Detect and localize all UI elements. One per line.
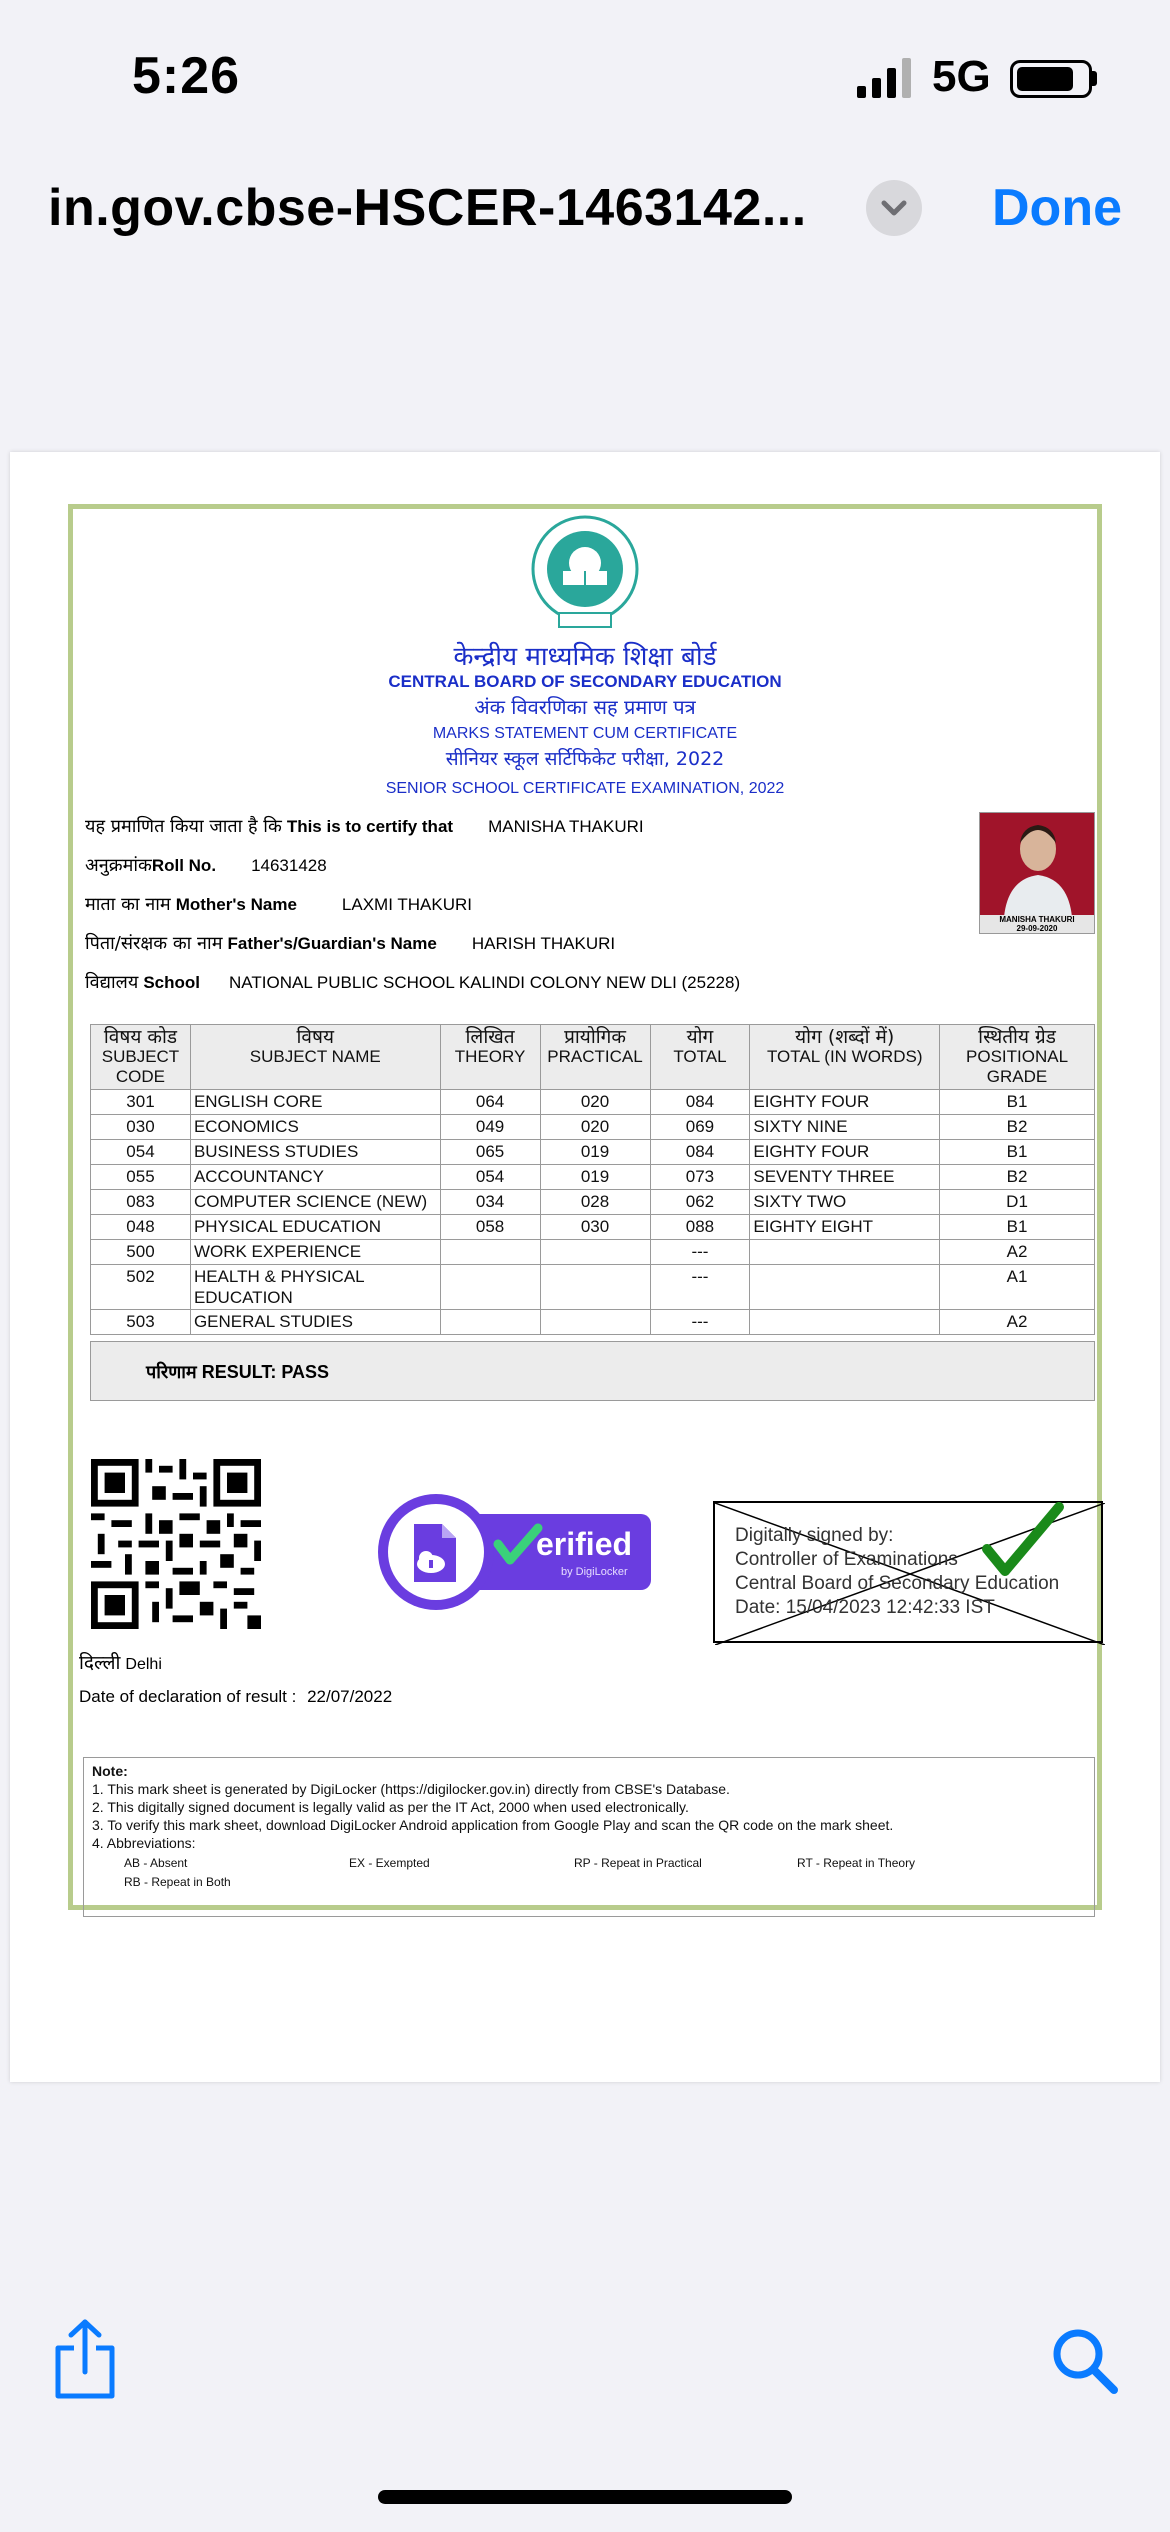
signature-valid-check-icon xyxy=(977,1501,1067,1581)
exam-name-hindi: सीनियर स्कूल सर्टिफिकेट परीक्षा, 2022 xyxy=(445,748,725,770)
table-row: 048 PHYSICAL EDUCATION 058 030 088 EIGHTY EIGHT B1 xyxy=(91,1215,1095,1240)
notes-box xyxy=(83,1757,1095,1917)
digital-signature-box[interactable] xyxy=(713,1501,1103,1643)
verified-digilocker-badge xyxy=(376,1494,656,1614)
column-header-total-words: योग (शब्दों में) TOTAL (IN WORDS) xyxy=(750,1025,940,1090)
signature-line-2: Controller of Examinations xyxy=(735,1549,958,1570)
signature-line-4: Date: 15/04/2023 12:42:33 IST xyxy=(735,1597,995,1618)
cellular-signal-icon xyxy=(855,58,915,98)
photo-caption-name: MANISHA THAKURI xyxy=(999,915,1075,924)
signature-line-1: Digitally signed by: xyxy=(735,1525,894,1546)
roll-number: 14631428 xyxy=(251,856,327,875)
place: दिल्ली Delhi xyxy=(79,1652,162,1674)
table-row: 030 ECONOMICS 049 020 069 SIXTY NINE B2 xyxy=(91,1115,1095,1140)
abbreviation-item: AB - Absent xyxy=(124,1856,188,1870)
abbreviation-item: EX - Exempted xyxy=(349,1856,430,1870)
declaration-date-row: Date of declaration of result : 22/07/2022 xyxy=(79,1687,393,1706)
document-page[interactable] xyxy=(10,452,1160,2082)
share-icon[interactable] xyxy=(52,2318,118,2400)
table-row: 503 GENERAL STUDIES --- A2 xyxy=(91,1310,1095,1335)
school-name: NATIONAL PUBLIC SCHOOL KALINDI COLONY NEW DLI (25228) xyxy=(229,973,741,992)
result-box xyxy=(90,1341,1095,1401)
marks-table xyxy=(90,1024,1095,1335)
status-time: 5:26 xyxy=(132,47,241,105)
column-header-subject-name: विषय SUBJECT NAME xyxy=(190,1025,440,1090)
document-type-english: MARKS STATEMENT CUM CERTIFICATE xyxy=(432,725,738,742)
note-item: 4. Abbreviations: xyxy=(92,1835,196,1851)
certify-row: यह प्रमाणित किया जाता है कि This is to certify that MANISHA THAKURI xyxy=(85,816,644,837)
abbreviation-item: RB - Repeat in Both xyxy=(124,1875,231,1889)
student-photo xyxy=(979,812,1095,934)
table-row: 054 BUSINESS STUDIES 065 019 084 EIGHTY FOUR B1 xyxy=(91,1140,1095,1165)
cbse-logo-icon xyxy=(529,513,641,631)
chevron-down-icon xyxy=(866,180,922,236)
board-name-english: CENTRAL BOARD OF SECONDARY EDUCATION xyxy=(388,672,782,691)
search-icon[interactable] xyxy=(1050,2326,1120,2396)
note-item: 1. This mark sheet is generated by DigiLocker (https://digilocker.gov.in) directly from CBSE's Database. xyxy=(92,1781,730,1797)
mother-name-row: माता का नाम Mother's Name LAXMI THAKURI xyxy=(85,894,472,915)
notes-title: Note: xyxy=(92,1763,128,1779)
exam-name-english: SENIOR SCHOOL CERTIFICATE EXAMINATION, 2022 xyxy=(385,780,785,797)
marks-certificate xyxy=(68,504,1102,1910)
mother-name: LAXMI THAKURI xyxy=(341,895,472,914)
table-row: 083 COMPUTER SCIENCE (NEW) 034 028 062 SIXTY TWO D1 xyxy=(91,1190,1095,1215)
school-row: विद्यालय School NATIONAL PUBLIC SCHOOL KALINDI COLONY NEW DLI (25228) xyxy=(85,972,741,993)
result-status: परिणाम RESULT: PASS xyxy=(146,1362,330,1383)
table-row: 055 ACCOUNTANCY 054 019 073 SEVENTY THREE B2 xyxy=(91,1165,1095,1190)
column-header-grade: स्थितीय ग्रेड POSITIONAL GRADE xyxy=(940,1025,1095,1090)
verified-label: erified xyxy=(536,1526,633,1562)
title-menu-button[interactable] xyxy=(866,180,922,236)
network-type: 5G xyxy=(932,52,991,101)
home-indicator[interactable] xyxy=(378,2490,792,2504)
status-bar xyxy=(0,0,1170,150)
declaration-date: 22/07/2022 xyxy=(307,1687,393,1706)
father-name: HARISH THAKURI xyxy=(471,934,616,953)
table-header-row xyxy=(91,1025,1095,1090)
column-header-practical: प्रायोगिक PRACTICAL xyxy=(540,1025,650,1090)
table-row: 500 WORK EXPERIENCE --- A2 xyxy=(91,1240,1095,1265)
document-title: in.gov.cbse-HSCER-1463142... xyxy=(48,179,807,237)
column-header-total: योग TOTAL xyxy=(650,1025,750,1090)
note-item: 2. This digitally signed document is legally valid as per the IT Act, 2000 when used electronically. xyxy=(92,1799,689,1815)
column-header-theory: लिखित THEORY xyxy=(440,1025,540,1090)
column-header-subject-code: विषय कोड SUBJECT CODE xyxy=(91,1025,191,1090)
document-type-hindi: अंक विवरणिका सह प्रमाण पत्र xyxy=(474,695,696,719)
photo-caption-date: 29-09-2020 xyxy=(1016,924,1058,933)
abbreviation-item: RT - Repeat in Theory xyxy=(797,1856,916,1870)
board-name-hindi: केन्द्रीय माध्यमिक शिक्षा बोर्ड xyxy=(453,642,717,672)
verified-by-label: by DigiLocker xyxy=(561,1566,628,1578)
father-name-row: पिता/संरक्षक का नाम Father's/Guardian's Name HARISH THAKURI xyxy=(85,933,616,954)
battery-icon xyxy=(1010,60,1092,98)
note-item: 3. To verify this mark sheet, download DigiLocker Android application from Google Play and scan the QR code on the mark sheet. xyxy=(92,1817,894,1833)
student-name: MANISHA THAKURI xyxy=(488,817,644,836)
qr-code-icon[interactable] xyxy=(91,1459,261,1629)
table-row: 502 HEALTH & PHYSICAL EDUCATION --- A1 xyxy=(91,1265,1095,1310)
done-button[interactable]: Done xyxy=(992,179,1122,237)
roll-no-row: अनुक्रमांकRoll No. 14631428 xyxy=(85,855,327,876)
table-row: 301 ENGLISH CORE 064 020 084 EIGHTY FOUR B1 xyxy=(91,1090,1095,1115)
signature-line-3: Central Board of Secondary Education xyxy=(735,1573,1060,1594)
abbreviation-item: RP - Repeat in Practical xyxy=(574,1856,702,1870)
